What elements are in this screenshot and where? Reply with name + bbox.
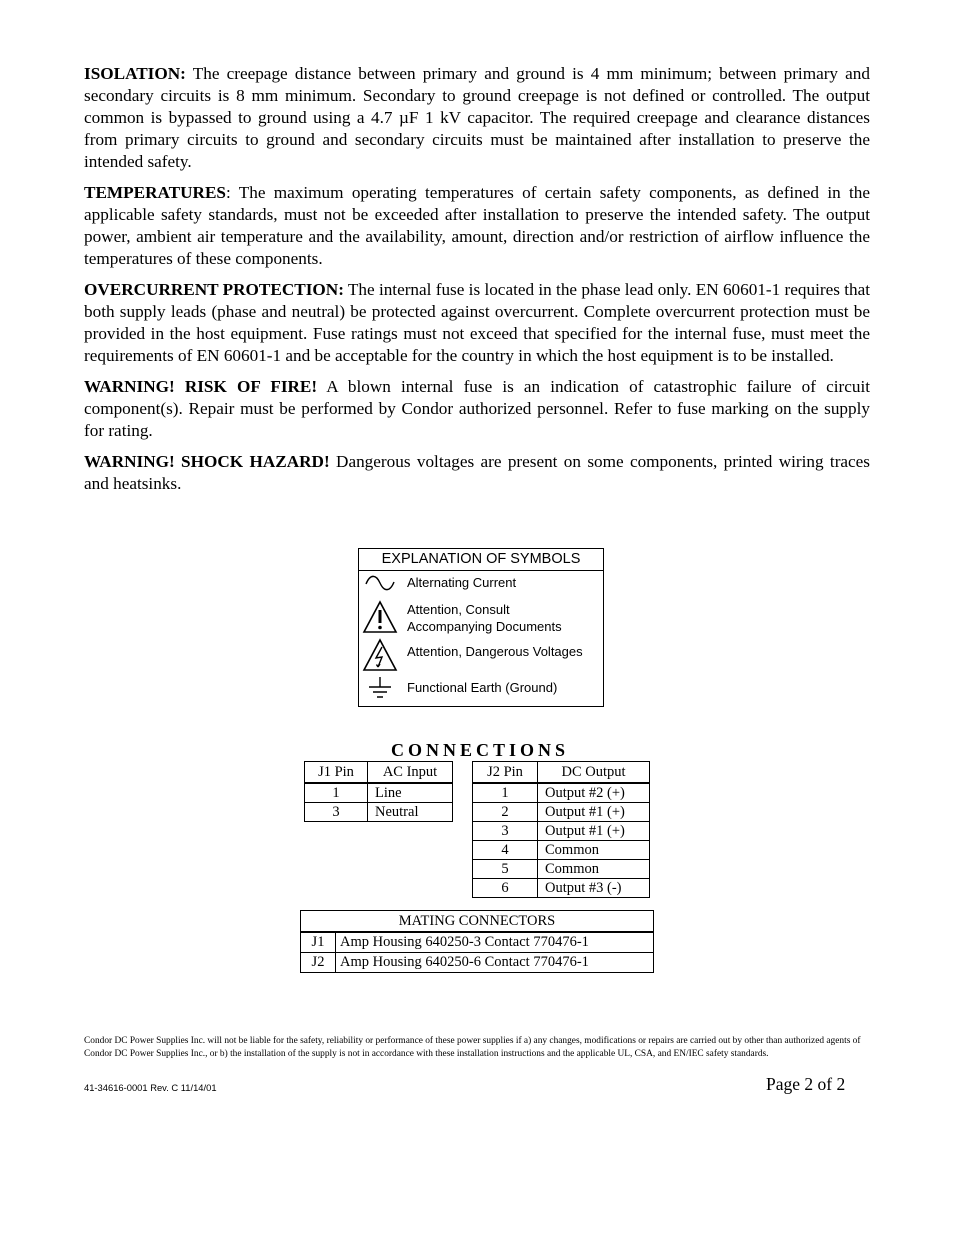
symbol-label-line2: Accompanying Documents <box>407 619 562 634</box>
table-row <box>305 783 453 803</box>
symbols-title: EXPLANATION OF SYMBOLS <box>359 549 603 571</box>
pin-cell: 2 <box>473 803 538 822</box>
column-header: J1 Pin <box>305 762 368 784</box>
symbol-label: Attention, Dangerous Voltages <box>407 644 583 659</box>
paragraph-heading: OVERCURRENT PROTECTION: <box>84 280 344 299</box>
table-row <box>473 783 650 803</box>
symbol-row-ground <box>359 675 603 703</box>
connector-id: J1 <box>301 933 336 952</box>
value-cell: Output #1 (+) <box>538 822 650 841</box>
ground-icon <box>365 675 395 706</box>
pin-cell: 3 <box>305 803 368 822</box>
pin-cell: 6 <box>473 879 538 898</box>
symbol-label-line1: Attention, Consult <box>407 602 510 617</box>
table-row <box>473 822 650 841</box>
pin-cell: 1 <box>473 783 538 803</box>
symbol-row-ac <box>359 571 603 595</box>
j2-table <box>472 761 650 898</box>
paragraph-temperatures <box>84 182 870 270</box>
symbol-label: Alternating Current <box>407 575 517 590</box>
table-row <box>301 933 653 952</box>
table-row <box>301 952 653 972</box>
pin-cell: 5 <box>473 860 538 879</box>
connections-title: CONNECTIONS <box>390 740 570 760</box>
value-cell: Neutral <box>368 803 453 822</box>
paragraph-heading: WARNING! SHOCK HAZARD! <box>84 452 330 471</box>
table-row <box>305 803 453 822</box>
connector-id: J2 <box>301 953 336 972</box>
attention-icon <box>362 600 398 639</box>
paragraph-fire-warning <box>84 376 870 442</box>
table-header-row <box>305 762 453 784</box>
value-cell: Output #2 (+) <box>538 783 650 803</box>
page-number: Page 2 of 2 <box>766 1074 846 1094</box>
mating-title: MATING CONNECTORS <box>301 911 653 933</box>
paragraph-text: The creepage distance between primary and ground is 4 mm minimum; between primary and secondary circuits is 8 mm minimum. Secondary to ground creepage is not defined or controlled. The output common is bypassed to ground using a 4.7 µF 1 kV capacitor. The required creepage and clearance distances from primary circuits to ground and secondary circuits must be maintained after installation to preserve the intended safety. <box>84 64 870 171</box>
paragraph-heading: WARNING! RISK OF FIRE! <box>84 377 318 396</box>
pin-cell: 3 <box>473 822 538 841</box>
mating-connectors-table <box>300 910 654 973</box>
paragraph-text: : The maximum operating temperatures of certain safety components, as defined in the applicable safety standards, must not be exceeded after installation to preserve the intended safety. The output power, ambient air temperature and the availability, amount, direction and/or restriction of airflow influence the temperatures of these components. <box>84 183 870 268</box>
symbol-label: Functional Earth (Ground) <box>407 680 558 695</box>
document-number: 41-34616-0001 Rev. C 11/14/01 <box>84 1082 217 1093</box>
j1-table <box>304 761 453 822</box>
paragraph-text: A blown internal fuse is an indication of catastrophic failure of circuit component(s). Repair must be performed by Condor authorized personnel. Refer to fuse marking on the supply for rating. <box>84 377 870 440</box>
alternating-current-icon <box>363 573 397 598</box>
paragraph-shock-warning <box>84 451 870 495</box>
table-row <box>473 860 650 879</box>
symbol-row-voltage <box>359 639 603 673</box>
paragraph-isolation <box>84 63 870 173</box>
value-cell: Output #1 (+) <box>538 803 650 822</box>
pin-cell: 4 <box>473 841 538 860</box>
body-text <box>84 63 870 504</box>
dangerous-voltage-icon <box>362 638 398 677</box>
table-row <box>473 803 650 822</box>
value-cell: Output #3 (-) <box>538 879 650 898</box>
table-header-row <box>473 762 650 784</box>
paragraph-text: The internal fuse is located in the phase lead only. EN 60601-1 requires that both supply leads (phase and neutral) be protected against overcurrent. Complete overcurrent protection must be provided in the host equipment. Fuse ratings must not exceed that specified for the internal fuse, must meet the requirements of EN 60601-1 and be acceptable for the country in which the host equipment is to be installed. <box>84 280 870 365</box>
value-cell: Line <box>368 783 453 803</box>
value-cell: Common <box>538 841 650 860</box>
value-cell: Common <box>538 860 650 879</box>
disclaimer-text: Condor DC Power Supplies Inc. will not be liable for the safety, reliability or performance of these power supplies if a) any changes, modifications or repairs are carried out by other than authorized agents of Condor DC Power Supplies Inc., or b) the installation of the supply is not in accordance with these installation instructions and the applicable UL, CSA, and EN/IEC safety standards. <box>84 1036 861 1059</box>
symbols-box <box>358 548 604 707</box>
connector-desc: Amp Housing 640250-3 Contact 770476-1 <box>340 934 589 950</box>
column-header: J2 Pin <box>473 762 538 784</box>
column-header: DC Output <box>538 762 650 784</box>
paragraph-text: Dangerous voltages are present on some components, printed wiring traces and heatsinks. <box>84 452 870 493</box>
table-row <box>473 879 650 898</box>
symbol-row-attention <box>359 599 603 637</box>
paragraph-overcurrent <box>84 279 870 367</box>
table-row <box>473 841 650 860</box>
column-header: AC Input <box>368 762 453 784</box>
paragraph-heading: TEMPERATURES <box>84 183 226 202</box>
paragraph-heading: ISOLATION: <box>84 64 186 83</box>
pin-cell: 1 <box>305 783 368 803</box>
connector-desc: Amp Housing 640250-6 Contact 770476-1 <box>340 954 589 970</box>
